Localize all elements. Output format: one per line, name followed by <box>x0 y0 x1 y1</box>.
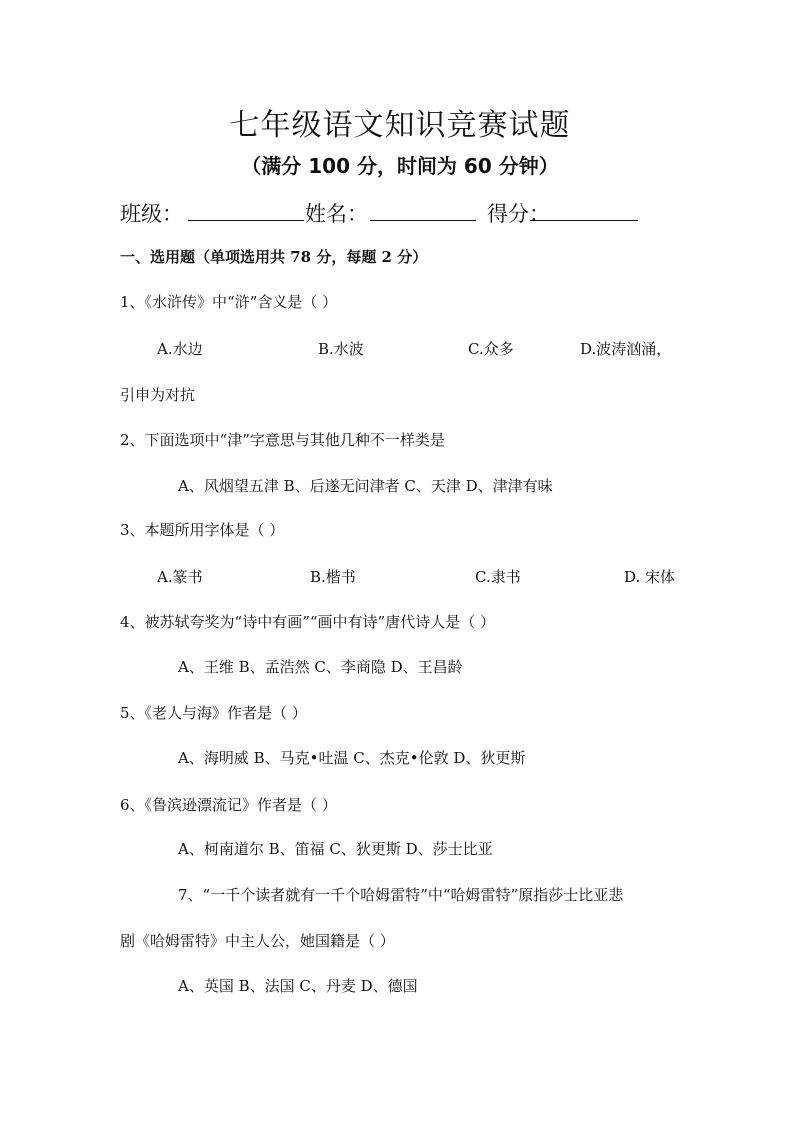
class-label: 班级： <box>120 202 183 226</box>
question-stem: 6、《鲁滨逊漂流记》作者是（ ） <box>120 796 337 814</box>
question-stem-continued: 引申为对抗 <box>120 386 196 404</box>
options-line: A、柯南道尔 B、笛福 C、狄更斯 D、莎士比亚 <box>178 840 493 858</box>
score-blank[interactable] <box>530 198 638 221</box>
page-title: 七年级语文知识竞赛试题 <box>229 108 571 143</box>
options-line: A、风烟望五津 B、后遂无问津者 C、天津 D、津津有味 <box>178 477 553 495</box>
score-label: 得分： <box>487 202 550 226</box>
option-b: B.水波 <box>318 340 364 358</box>
name-label: 姓名： <box>305 202 368 226</box>
class-blank[interactable] <box>188 198 304 221</box>
question-stem: 4、被苏轼夸奖为“诗中有画”“画中有诗”唐代诗人是（ ） <box>120 613 495 631</box>
options-line: A、英国 B、法国 C、丹麦 D、德国 <box>178 977 418 995</box>
option-c: C.众多 <box>468 340 514 358</box>
option-a: A.篆书 <box>157 568 203 586</box>
question-stem: 1、《水浒传》中“浒”含义是（ ） <box>120 293 338 311</box>
question-stem: 7、“一千个读者就有一千个哈姆雷特”中“哈姆雷特”原指莎士比亚悲 <box>178 886 624 904</box>
options-line: A、王维 B、孟浩然 C、李商隐 D、王昌龄 <box>178 658 463 676</box>
question-stem: 5、《老人与海》作者是（ ） <box>120 704 307 722</box>
option-d: D.波涛汹涌， <box>580 340 672 358</box>
option-c: C.隶书 <box>475 568 521 586</box>
option-a: A.水边 <box>157 340 203 358</box>
exam-subtitle: （满分 100 分，时间为 60 分钟） <box>241 154 559 178</box>
question-stem: 3、本题所用字体是（ ） <box>120 521 285 539</box>
question-stem: 2、下面选项中“津”字意思与其他几种不一样类是 <box>120 431 445 449</box>
section-heading: 一、选用题（单项选用共 78 分，每题 2 分） <box>120 248 428 266</box>
name-blank[interactable] <box>370 198 476 221</box>
option-d: D. 宋体 <box>624 568 676 586</box>
question-stem-continued: 剧《哈姆雷特》中主人公，她国籍是（ ） <box>120 932 395 950</box>
options-line: A、海明威 B、马克•吐温 C、杰克•伦敦 D、狄更斯 <box>178 749 526 767</box>
option-b: B.楷书 <box>310 568 356 586</box>
